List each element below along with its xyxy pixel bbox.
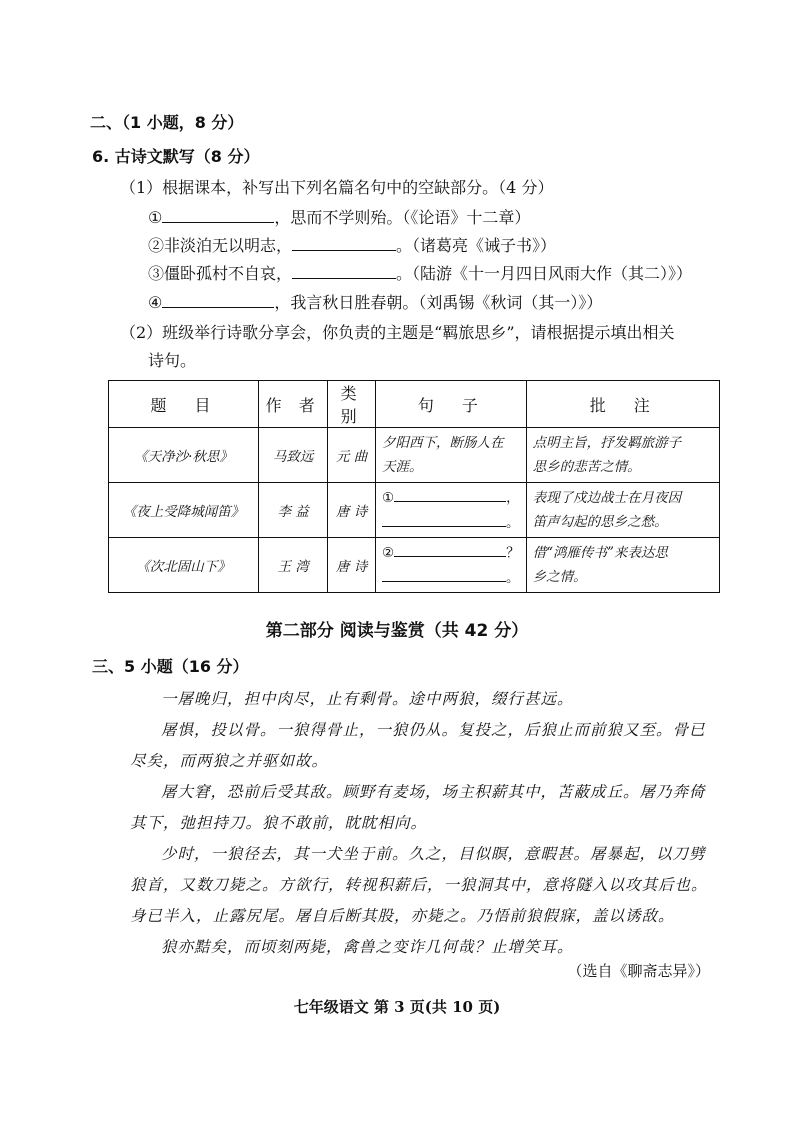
blank-end: ？ <box>506 545 520 561</box>
answer-blank[interactable] <box>394 540 506 557</box>
question-6-1-intro: （1）根据课本，补写出下列名篇名句中的空缺部分。（4 分） <box>120 178 554 197</box>
blank-end: ， <box>506 490 520 506</box>
page-footer: 七年级语文 第 3 页(共 10 页) <box>293 998 501 1016</box>
answer-blank[interactable] <box>382 510 506 527</box>
question-6-2-line1: （2）班级举行诗歌分享会，你负责的主题是“羁旅思乡”，请根据提示填出相关 <box>120 323 675 342</box>
answer-blank[interactable] <box>162 206 274 223</box>
passage-paragraph-2: 屠惧，投以骨。一狼得骨止，一狼仍从。复投之，后狼止而前狼又至。骨已尽矣，而两狼之并驱如故。 <box>130 721 706 770</box>
poem-type: 元 曲 <box>328 428 376 483</box>
note-line: 思乡的悲苦之情。 <box>532 459 641 475</box>
header-type: 类 别 <box>328 381 376 428</box>
answer-blank[interactable] <box>292 234 396 251</box>
poem-author: 李 益 <box>259 483 328 538</box>
poem-author: 马致远 <box>259 428 328 483</box>
passage-paragraph-4: 少时，一狼径去，其一犬坐于前。久之，目似瞑，意暇甚。屠暴起，以刀劈狼首，又数刀毙之。方欲行，转视积薪后，一狼洞其中，意将隧入以攻其后也。身已半入，止露尻尾。屠自后断其股，亦毙之。乃悟前狼假寐，盖以诱敌。 <box>130 845 708 925</box>
sentence-line: 夕阳西下，断肠人在 <box>382 435 504 451</box>
answer-blank[interactable] <box>382 565 506 582</box>
blank-end: 。 <box>506 515 520 531</box>
poem-title: 《天净沙·秋思》 <box>109 428 259 483</box>
fill-item-1 <box>148 206 530 229</box>
poem-note <box>526 483 719 538</box>
item-before: 僵卧孤村不自哀， <box>164 264 293 283</box>
note-line: 笛声勾起的思乡之愁。 <box>532 514 668 530</box>
blank-number: ② <box>382 545 395 561</box>
fill-item-2 <box>148 234 556 257</box>
question-6-2-line2: 诗句。 <box>148 351 197 370</box>
header-note: 批 注 <box>526 381 719 428</box>
poem-note <box>526 428 719 483</box>
item-after: ，思而不学则殆。（《论语》十二章） <box>274 208 531 227</box>
item-number: ① <box>148 208 163 227</box>
passage-paragraph-5: 狼亦黠矣，而顷刻两毙，禽兽之变诈几何哉？止增笑耳。 <box>161 938 574 956</box>
item-number: ④ <box>148 293 163 312</box>
header-title: 题 目 <box>109 381 259 428</box>
poem-title: 《夜上受降城闻笛》 <box>109 483 259 538</box>
poem-table <box>108 380 720 593</box>
fill-item-3 <box>148 262 692 285</box>
passage-source: （选自《聊斋志异》） <box>567 962 710 980</box>
item-number: ③ <box>148 264 165 283</box>
blank-end: 。 <box>506 570 520 586</box>
item-after: 。（陆游《十一月四日风雨大作（其二）》） <box>396 264 693 283</box>
header-author: 作 者 <box>259 381 328 428</box>
blank-number: ① <box>382 490 395 506</box>
poem-type: 唐 诗 <box>328 483 376 538</box>
table-header-row <box>109 381 720 428</box>
poem-sentence <box>376 483 527 538</box>
header-sentence: 句 子 <box>376 381 527 428</box>
table-row <box>109 538 720 593</box>
question-6-title: 6. 古诗文默写（8 分） <box>92 147 260 166</box>
item-before: 非淡泊无以明志， <box>164 236 293 255</box>
table-row <box>109 483 720 538</box>
item-number: ② <box>148 236 165 255</box>
sentence-line: 天涯。 <box>382 459 423 475</box>
fill-item-4 <box>148 291 602 314</box>
poem-sentence <box>376 428 527 483</box>
passage-paragraph-1: 一屠晚归，担中肉尽，止有剩骨。途中两狼，缀行甚远。 <box>161 690 574 708</box>
item-after: 。（诸葛亮《诫子书》） <box>396 236 557 255</box>
table-row <box>109 428 720 483</box>
note-line: 表现了戍边战士在月夜因 <box>532 490 682 506</box>
part-2-heading: 第二部分 阅读与鉴赏（共 42 分） <box>265 621 529 641</box>
section-2-header: 二、（1 小题，8 分） <box>90 113 244 132</box>
answer-blank[interactable] <box>292 262 396 279</box>
poem-note <box>526 538 719 593</box>
note-line: 乡之情。 <box>532 569 587 585</box>
section-3-header: 三、5 小题（16 分） <box>92 657 249 676</box>
note-line: 点明主旨，抒发羁旅游子 <box>532 435 682 451</box>
poem-sentence <box>376 538 527 593</box>
poem-author: 王 湾 <box>259 538 328 593</box>
passage-paragraph-3: 屠大窘，恐前后受其敌。顾野有麦场，场主积薪其中，苫蔽成丘。屠乃奔倚其下，弛担持刀。狼不敢前，眈眈相向。 <box>130 783 706 832</box>
poem-type: 唐 诗 <box>328 538 376 593</box>
item-after: ，我言秋日胜春朝。（刘禹锡《秋词（其一）》） <box>274 293 603 312</box>
answer-blank[interactable] <box>162 291 274 308</box>
poem-title: 《次北固山下》 <box>109 538 259 593</box>
answer-blank[interactable] <box>394 485 506 502</box>
note-line: 借“鸿雁传书”来表达思 <box>532 545 668 561</box>
